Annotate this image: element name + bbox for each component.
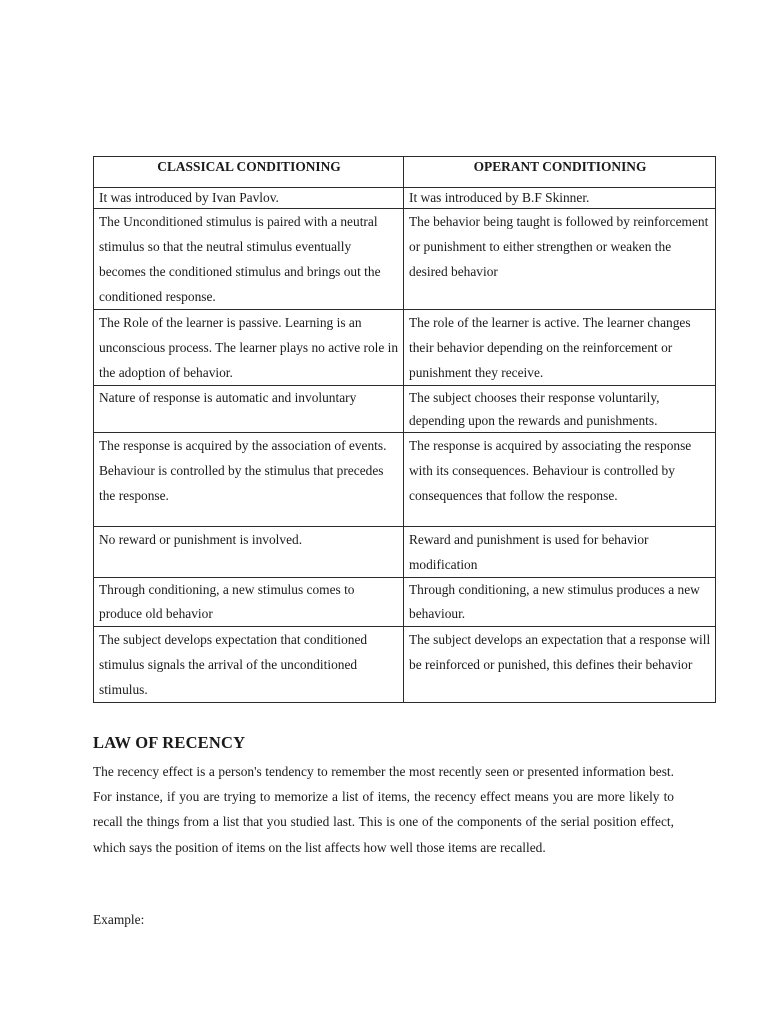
classical-cell: Through conditioning, a new stimulus comes to produce old behavior: [94, 578, 404, 627]
operant-cell: The subject chooses their response voluntarily, depending upon the rewards and punishments.: [404, 386, 716, 433]
classical-cell: Nature of response is automatic and involuntary: [94, 386, 404, 433]
section-paragraph: The recency effect is a person's tendency to remember the most recently seen or presented information best. For instance, if you are trying to memorize a list of items, the recency effect means you are more likely to recall the things from a list that you studied last. This is one of the components of the serial position effect, which says the position of items on the list affects how well those items are recalled.: [93, 764, 674, 855]
table-header-row: [94, 157, 716, 188]
classical-cell: No reward or punishment is involved.: [94, 527, 404, 578]
operant-cell: The response is acquired by associating the response with its consequences. Behaviour is controlled by consequences that follow the response.: [404, 433, 716, 527]
table-row: [94, 188, 716, 209]
section-heading: LAW OF RECENCY: [93, 733, 246, 752]
table-row: [94, 433, 716, 527]
table-row: [94, 386, 716, 433]
table-row: [94, 310, 716, 386]
operant-cell: It was introduced by B.F Skinner.: [404, 188, 716, 209]
operant-cell: The subject develops an expectation that a response will be reinforced or punished, this defines their behavior: [404, 627, 716, 703]
classical-cell: The Unconditioned stimulus is paired with a neutral stimulus so that the neutral stimulus eventually becomes the conditioned stimulus and brings out the conditioned response.: [94, 209, 404, 310]
classical-cell: The response is acquired by the association of events. Behaviour is controlled by the stimulus that precedes the response.: [94, 433, 404, 527]
operant-cell: Reward and punishment is used for behavior modification: [404, 527, 716, 578]
classical-cell: It was introduced by Ivan Pavlov.: [94, 188, 404, 209]
classical-cell: The Role of the learner is passive. Learning is an unconscious process. The learner plays no active role in the adoption of behavior.: [94, 310, 404, 386]
operant-cell: The role of the learner is active. The learner changes their behavior depending on the reinforcement or punishment they receive.: [404, 310, 716, 386]
classical-cell: The subject develops expectation that conditioned stimulus signals the arrival of the unconditioned stimulus.: [94, 627, 404, 703]
operant-cell: Through conditioning, a new stimulus produces a new behaviour.: [404, 578, 716, 627]
table-row: [94, 527, 716, 578]
example-label: Example:: [93, 912, 145, 927]
table-row: [94, 578, 716, 627]
header-classical-conditioning: CLASSICAL CONDITIONING: [94, 157, 404, 188]
table-row: [94, 627, 716, 703]
operant-cell: The behavior being taught is followed by reinforcement or punishment to either strengthen or weaken the desired behavior: [404, 209, 716, 310]
table-row: [94, 209, 716, 310]
header-operant-conditioning: OPERANT CONDITIONING: [404, 157, 716, 188]
comparison-table: [93, 156, 716, 703]
